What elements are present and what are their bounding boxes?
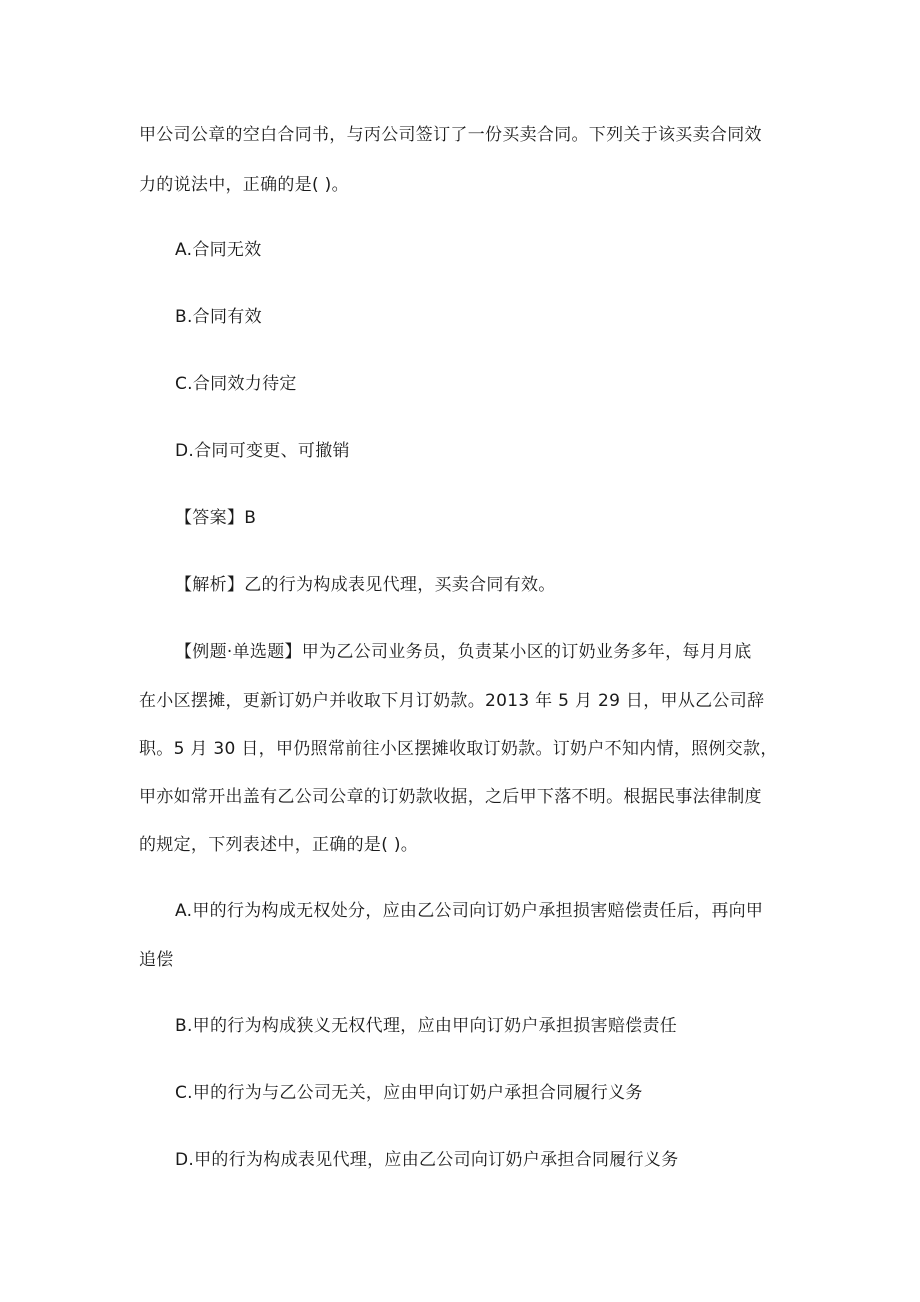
- q1-answer: 【答案】B: [175, 508, 257, 528]
- q2-option-a-line-1: A.甲的行为构成无权处分，应由乙公司向订奶户承担损害赔偿责任后，再向甲: [175, 901, 764, 921]
- q2-stem-line-3: 职。5 月 30 日，甲仍照常前往小区摆摊收取订奶款。订奶户不知内情，照例交款，: [139, 739, 778, 759]
- q1-stem-line-1: 甲公司公章的空白合同书，与丙公司签订了一份买卖合同。下列关于该买卖合同效: [139, 125, 762, 145]
- q1-stem-line-2: 力的说法中，正确的是( )。: [139, 175, 349, 195]
- q2-stem-line-2: 在小区摆摊，更新订奶户并收取下月订奶款。2013 年 5 月 29 日，甲从乙公司辞: [139, 691, 765, 711]
- q1-option-b: B.合同有效: [175, 307, 262, 327]
- q2-stem-line-1: 【例题·单选题】甲为乙公司业务员，负责某小区的订奶业务多年，每月月底: [175, 642, 752, 662]
- q1-analysis: 【解析】乙的行为构成表见代理，买卖合同有效。: [175, 575, 556, 595]
- q2-option-a-line-2: 追偿: [139, 950, 174, 970]
- q2-stem-line-5: 的规定，下列表述中，正确的是( )。: [139, 835, 419, 855]
- q1-option-c: C.合同效力待定: [175, 374, 297, 394]
- q1-option-d: D.合同可变更、可撤销: [175, 441, 350, 461]
- q2-option-c: C.甲的行为与乙公司无关，应由甲向订奶户承担合同履行义务: [175, 1083, 643, 1103]
- q2-stem-line-4: 甲亦如常开出盖有乙公司公章的订奶款收据，之后甲下落不明。根据民事法律制度: [139, 787, 762, 807]
- q2-option-d: D.甲的行为构成表见代理，应由乙公司向订奶户承担合同履行义务: [175, 1150, 679, 1170]
- q2-option-b: B.甲的行为构成狭义无权代理，应由甲向订奶户承担损害赔偿责任: [175, 1016, 678, 1036]
- q1-option-a: A.合同无效: [175, 240, 262, 260]
